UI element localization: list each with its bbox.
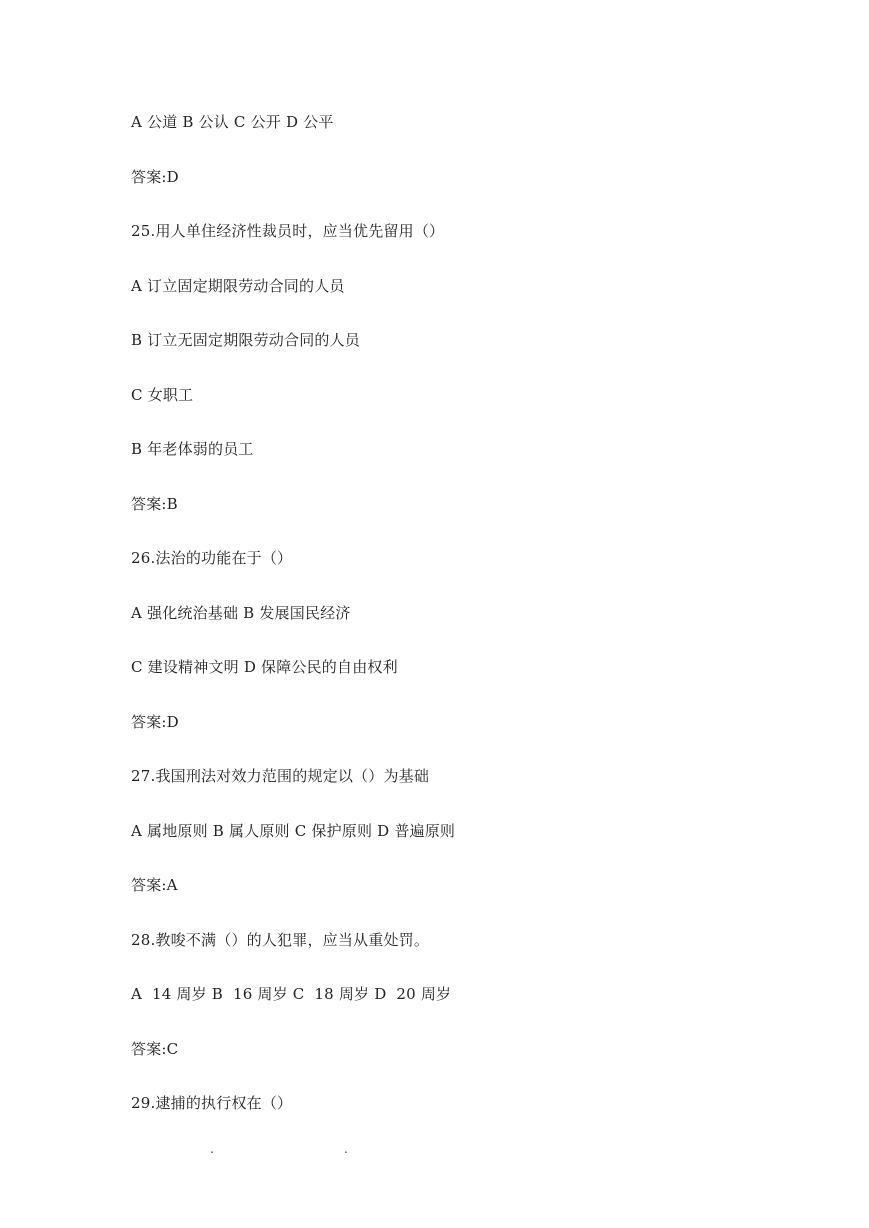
answer-q27: 答案:A xyxy=(131,876,178,894)
options-q24: A 公道 B 公认 C 公开 D 公平 xyxy=(131,113,334,131)
question-25: 25.用人单住经济性裁员时，应当优先留用（） xyxy=(131,222,445,240)
option-q25-b: B 订立无固定期限劳动合同的人员 xyxy=(131,331,360,349)
answer-q26: 答案:D xyxy=(131,713,179,731)
option-q25-c: C 女职工 xyxy=(131,386,194,404)
option-q25-a: A 订立固定期限劳动合同的人员 xyxy=(131,277,345,295)
options-q26-ab: A 强化统治基础 B 发展国民经济 xyxy=(131,604,351,622)
question-27: 27.我国刑法对效力范围的规定以（）为基础 xyxy=(131,767,430,785)
question-26: 26.法治的功能在于（） xyxy=(131,549,293,567)
footer-mark-left: . xyxy=(210,1142,214,1156)
answer-q24: 答案:D xyxy=(131,168,179,186)
options-q26-cd: C 建设精神文明 D 保障公民的自由权利 xyxy=(131,658,398,676)
option-q25-d: B 年老体弱的员工 xyxy=(131,440,254,458)
footer-mark-right: . xyxy=(344,1142,348,1156)
question-28: 28.教唆不满（）的人犯罪，应当从重处罚。 xyxy=(131,931,430,949)
answer-q28: 答案:C xyxy=(131,1040,179,1058)
options-q27: A 属地原则 B 属人原则 C 保护原则 D 普遍原则 xyxy=(131,822,456,840)
answer-q25: 答案:B xyxy=(131,495,178,513)
options-q28: A 14 周岁 B 16 周岁 C 18 周岁 D 20 周岁 xyxy=(131,985,452,1003)
question-29: 29.逮捕的执行权在（） xyxy=(131,1094,293,1112)
